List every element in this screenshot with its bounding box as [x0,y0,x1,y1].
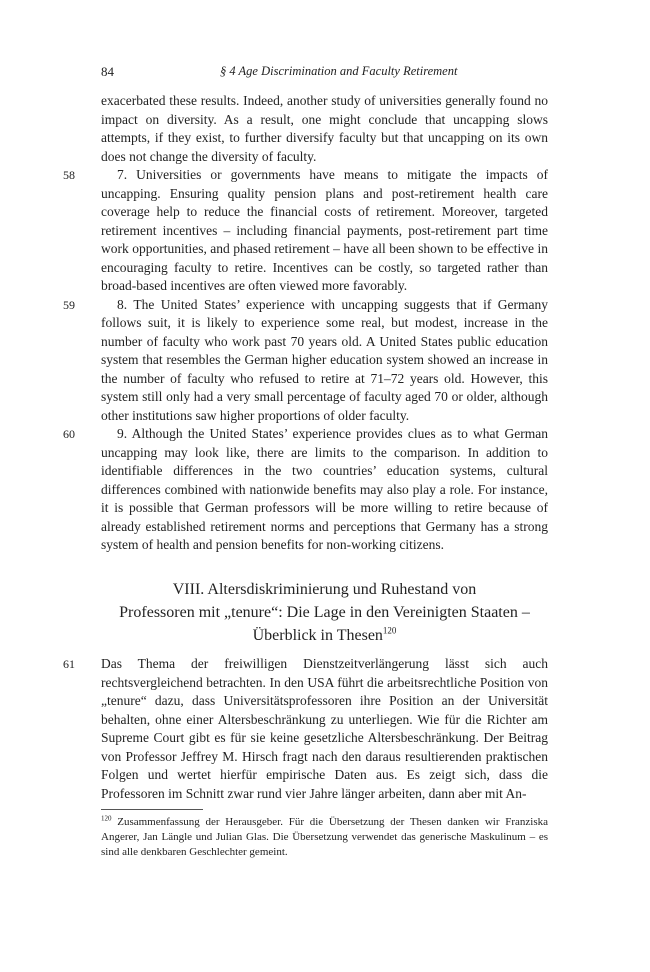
heading-text: Überblick in Thesen [252,627,383,644]
heading-line-last [101,624,548,647]
paragraph-58 [63,166,548,296]
page-header [0,64,650,82]
paragraph-text: 8. The United States’ experience with uncapping suggests that if Germany follows suit, it is likely to experience some real, but modest, increase in the number of faculty who work past 70 years old. A United States public education system that resembles the German higher education system showed an increase in the number of faculty who refused to retire at 71–72 years old. However, this system still only had a very small percentage of faculty aged 70 or older, although other institutions saw higher proportions of older faculty. [101,296,548,423]
english-theses [63,92,548,555]
heading-line: Professoren mit „tenure“: Die Lage in den Vereinigten Staaten – [119,604,530,621]
paragraph-61 [63,655,548,803]
paragraph-text: Das Thema der freiwilligen Dienstzeitverlängerung lässt sich auch rechtsvergleichend betrachten. In den USA führt die arbeitsrechtliche Position von „tenure“ dazu, dass Universitätsprofessoren ihre Position an der Universität behalten, ohne einer Altersbeschränkung zu unterliegen. Wie für die Richter am Supreme Court gibt es für sie keine gesetzliche Altersbeschränkung. Der Beitrag von Professor Jeffrey M. Hirsch fragt nach den daraus resultierenden praktischen Folgen und wertet hierfür empirische Daten aus. Es zeigt sich, dass die Professoren im Schnitt zwar rund vier Jahre länger arbeiten, dann aber mit An- [101,656,548,801]
margin-number: 58 [63,168,75,182]
section-heading [101,578,548,647]
paragraph-continuation [101,92,548,166]
paragraph-text: exacerbated these results. Indeed, another study of universities generally found no impact on diversity. As a result, one might conclude that uncapping slows attempts, if they exist, to further diversify faculty but that uncapping on its own does not change the diversity of faculty. [101,93,548,164]
page-number: 84 [101,64,114,79]
margin-number: 59 [63,297,75,312]
footnote [101,815,548,860]
paragraph-59 [63,296,548,426]
paragraph-text: 7. Universities or governments have means to mitigate the impacts of uncapping. Ensuring quality pension plans and post-retirement health care coverage help to reduce the financial costs of retirement. Moreover, targeted retirement incentives – including financial payments, post-retirement part time work opportunities, and phased retirement – have all been shown to be effective in encouraging faculty to retire. Incentives can be costly, so targeted rather than broad-based incentives are often viewed more favorably. [101,167,548,293]
margin-number: 61 [63,657,75,671]
paragraph-text: 9. Although the United States’ experience provides clues as to what German uncapping may look like, there are limits to the comparison. In addition to identifiable differences in the two countries’ education systems, cultural differences combined with nationwide benefits may also play a role. For instance, it is possible that German professors will be more willing to retire because of already established retirement norms and perceptions that Germany has a strong system of health and pension benefits for non-working citizens. [101,426,548,552]
paragraph-60 [63,425,548,555]
margin-number: 60 [63,427,75,441]
german-section [63,655,548,803]
footnote-divider [101,809,203,810]
footnote-reference[interactable]: 120 [382,625,397,636]
footnote-text: Zusammenfassung der Herausgeber. Für die Übersetzung der Thesen danken wir Franziska Angerer, Jan Längle und Julian Glas. Die Übersetzung verwendet das generische Maskulinum – es sind alle denkbaren Geschlechter gemeint. [101,816,548,858]
running-head: § 4 Age Discrimination and Faculty Retirement [220,64,458,78]
footnote-number: 120 [101,814,112,823]
heading-line: VIII. Altersdiskriminierung und Ruhestand von [172,581,477,598]
